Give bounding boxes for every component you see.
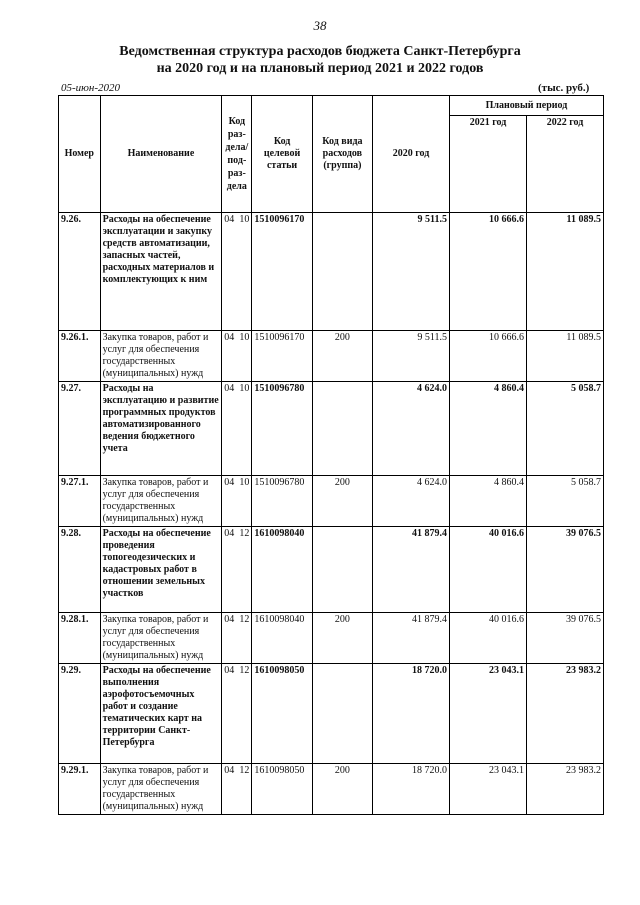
header-planned: Плановый период [450,96,604,116]
table-row [59,527,604,613]
row-number: 9.29.1. [59,764,101,815]
row-expense-type: 200 [312,764,372,815]
row-value-2020: 4 624.0 [373,476,450,527]
row-section: 04 [222,764,239,815]
row-name: Закупка товаров, работ и услуг для обеспечения государственных (муниципальных) нужд [100,613,222,664]
row-value-2022: 39 076.5 [526,613,603,664]
row-section: 04 [222,382,239,476]
row-value-2020: 41 879.4 [373,613,450,664]
row-section: 04 [222,613,239,664]
table-row [59,764,604,815]
table-row [59,213,604,331]
row-expense-type [312,664,372,764]
page-title [0,43,640,77]
table-row [59,613,604,664]
row-name: Закупка товаров, работ и услуг для обеспечения государственных (муниципальных) нужд [100,331,222,382]
page-number: 38 [313,18,327,33]
row-expense-type: 200 [312,331,372,382]
row-value-2022: 11 089.5 [526,213,603,331]
row-target: 1610098040 [252,527,312,613]
row-value-2022: 39 076.5 [526,527,603,613]
table-row [59,382,604,476]
row-target: 1610098050 [252,664,312,764]
row-subsection: 12 [238,527,252,613]
row-value-2021: 23 043.1 [450,764,527,815]
row-value-2020: 18 720.0 [373,664,450,764]
row-expense-type [312,213,372,331]
row-value-2020: 9 511.5 [373,331,450,382]
header-2021: 2021 год [450,116,527,213]
row-expense-type [312,527,372,613]
title-line-1: Ведомственная структура расходов бюджета Санкт-Петербурга [119,44,521,59]
row-value-2021: 40 016.6 [450,613,527,664]
row-target: 1510096780 [252,476,312,527]
row-value-2022: 23 983.2 [526,664,603,764]
row-subsection: 12 [238,613,252,664]
row-number: 9.26.1. [59,331,101,382]
row-value-2021: 10 666.6 [450,331,527,382]
units-label: (тыс. руб.) [538,82,590,94]
header-expense-type: Код вида расходов (группа) [312,96,372,213]
row-value-2021: 23 043.1 [450,664,527,764]
row-number: 9.27.1. [59,476,101,527]
row-target: 1610098040 [252,613,312,664]
row-value-2021: 4 860.4 [450,382,527,476]
row-expense-type: 200 [312,476,372,527]
title-line-2: на 2020 год и на плановый период 2021 и 2022 годов [156,61,484,76]
header-target: Код целевой статьи [252,96,312,213]
row-section: 04 [222,664,239,764]
row-section: 04 [222,331,239,382]
row-name: Расходы на обеспечение эксплуатации и закупку средств автоматизации, запасных частей, расходных материалов и комплектующих к ним [100,213,222,331]
row-expense-type: 200 [312,613,372,664]
row-section: 04 [222,213,239,331]
header-section: Код раз-дела/ под-раз-дела [222,96,252,213]
row-value-2020: 4 624.0 [373,382,450,476]
row-name: Расходы на обеспечение проведения топогеодезических и кадастровых работ в отношении земельных участков [100,527,222,613]
row-value-2021: 10 666.6 [450,213,527,331]
row-value-2022: 11 089.5 [526,331,603,382]
row-value-2022: 5 058.7 [526,382,603,476]
row-value-2021: 40 016.6 [450,527,527,613]
row-value-2022: 23 983.2 [526,764,603,815]
document-date: 05-июн-2020 [61,82,121,94]
row-number: 9.27. [59,382,101,476]
header-2022: 2022 год [526,116,603,213]
row-target: 1510096170 [252,331,312,382]
header-number: Номер [59,96,101,213]
row-expense-type [312,382,372,476]
row-target: 1510096780 [252,382,312,476]
row-value-2020: 9 511.5 [373,213,450,331]
row-subsection: 10 [238,213,252,331]
table-row [59,331,604,382]
row-value-2020: 18 720.0 [373,764,450,815]
row-target: 1510096170 [252,213,312,331]
row-name: Закупка товаров, работ и услуг для обеспечения государственных (муниципальных) нужд [100,764,222,815]
row-section: 04 [222,476,239,527]
row-subsection: 12 [238,764,252,815]
table-row [59,664,604,764]
row-name: Расходы на обеспечение выполнения аэрофотосъемочных работ и создание тематических карт на территории Санкт-Петербурга [100,664,222,764]
row-number: 9.28. [59,527,101,613]
table-row [59,476,604,527]
row-subsection: 10 [238,382,252,476]
row-value-2020: 41 879.4 [373,527,450,613]
row-name: Закупка товаров, работ и услуг для обеспечения государственных (муниципальных) нужд [100,476,222,527]
header-name: Наименование [100,96,222,213]
row-number: 9.29. [59,664,101,764]
row-target: 1610098050 [252,764,312,815]
row-subsection: 10 [238,476,252,527]
row-number: 9.28.1. [59,613,101,664]
row-name: Расходы на эксплуатацию и развитие программных продуктов автоматизированного ведения бюджетного учета [100,382,222,476]
budget-table [58,95,604,815]
row-subsection: 10 [238,331,252,382]
row-value-2021: 4 860.4 [450,476,527,527]
header-2020: 2020 год [373,96,450,213]
row-number: 9.26. [59,213,101,331]
row-subsection: 12 [238,664,252,764]
row-value-2022: 5 058.7 [526,476,603,527]
row-section: 04 [222,527,239,613]
